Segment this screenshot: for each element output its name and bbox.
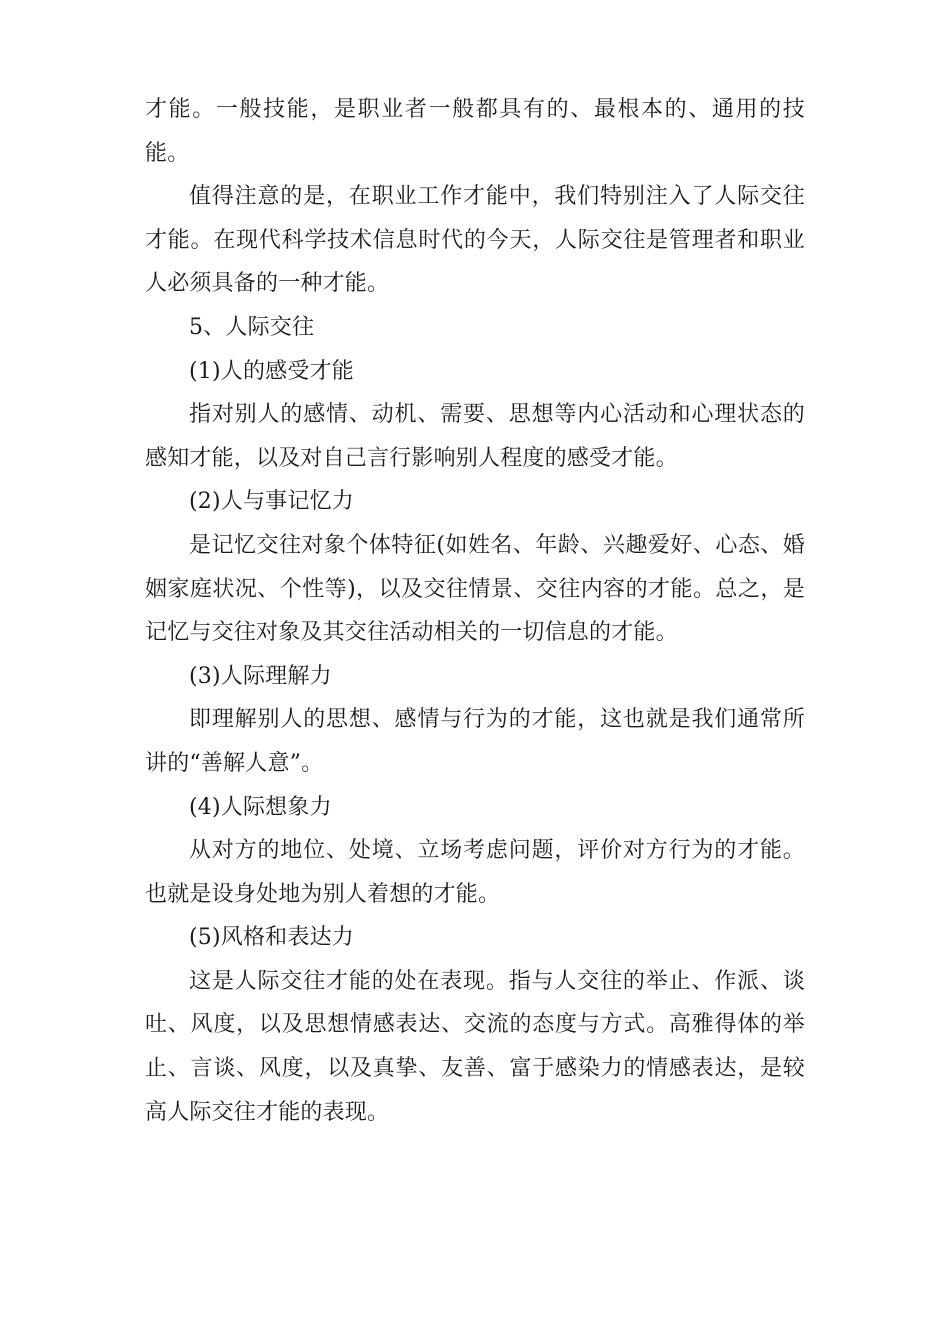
subheading-understanding: (3)人际理解力 [189,663,332,689]
paragraph-general-skills: 才能。一般技能，是职业者一般都具有的、最根本的、通用的技能。 [145,97,805,166]
paragraph-perception: 指对别人的感情、动机、需要、思想等内心活动和心理状态的感知才能，以及对自己言行影响别人程度的感受才能。 [145,402,805,471]
document-body [145,88,805,1134]
subheading-imagination: (4)人际想象力 [189,794,332,820]
paragraph-understanding: 即理解别人的思想、感情与行为的才能，这也就是我们通常所讲的“善解人意”。 [145,707,805,776]
subheading-style-expression: (5)风格和表达力 [189,925,354,951]
paragraph-style-expression: 这是人际交往才能的处在表现。指与人交往的举止、作派、谈吐、风度，以及思想情感表达、交流的态度与方式。高雅得体的举止、言谈、风度，以及真挚、友善、富于感染力的情感表达，是较高人际交往才能的表现。 [145,968,805,1125]
section-heading-interpersonal: 5、人际交往 [189,314,315,340]
subheading-memory: (2)人与事记忆力 [189,489,354,515]
paragraph-imagination: 从对方的地位、处境、立场考虑问题，评价对方行为的才能。也就是设身处地为别人着想的才能。 [145,838,805,907]
paragraph-memory: 是记忆交往对象个体特征(如姓名、年龄、兴趣爱好、心态、婚姻家庭状况、个性等)，以及交往情景、交往内容的才能。总之，是记忆与交往对象及其交往活动相关的一切信息的才能。 [145,532,805,646]
subheading-perception: (1)人的感受才能 [189,358,354,384]
paragraph-interpersonal-note: 值得注意的是，在职业工作才能中，我们特别注入了人际交往才能。在现代科学技术信息时代的今天，人际交往是管理者和职业人必须具备的一种才能。 [145,184,805,297]
